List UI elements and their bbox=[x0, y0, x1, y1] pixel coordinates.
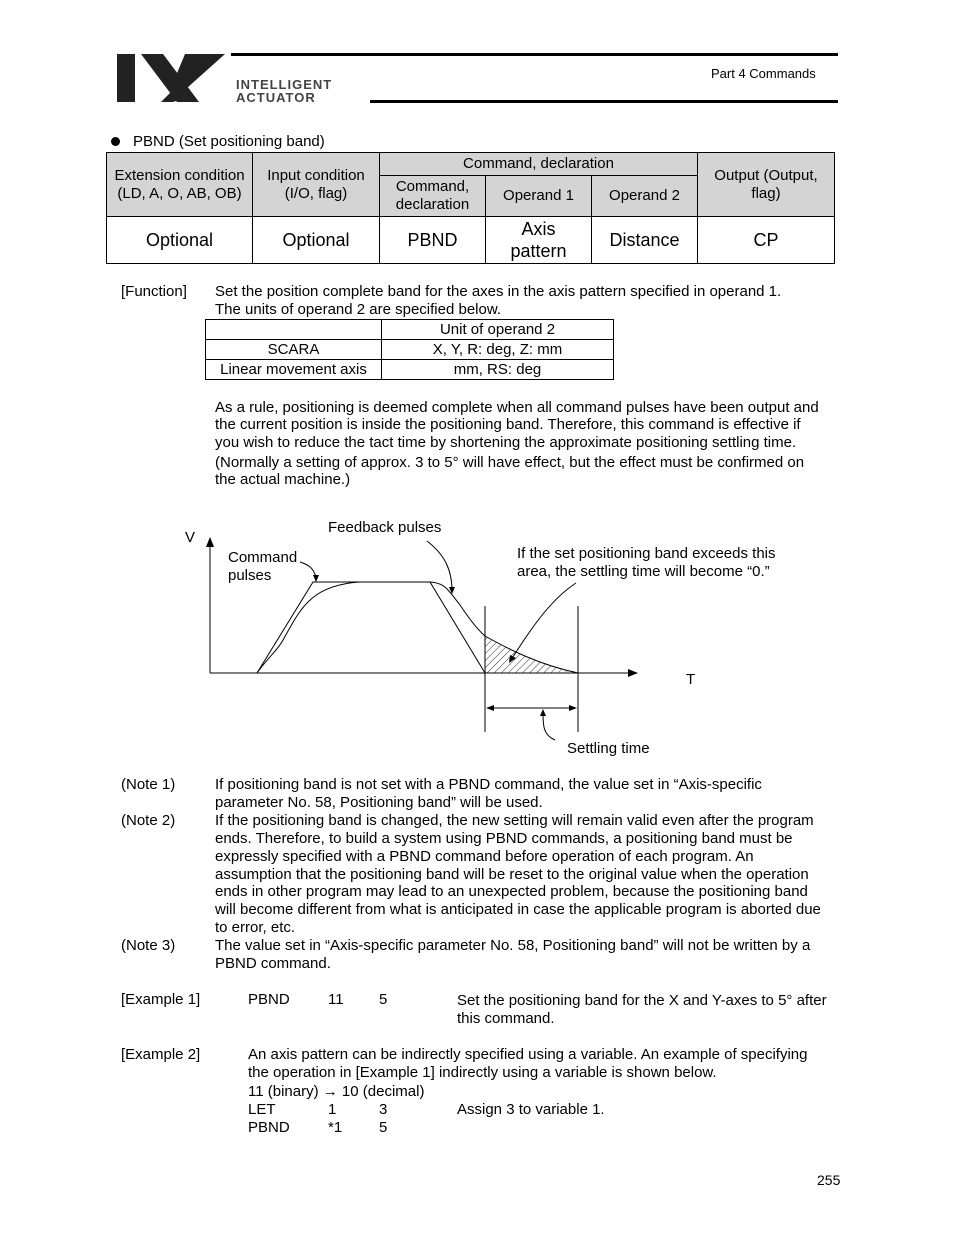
example2-line: 11 (binary) → 10 (decimal) bbox=[248, 1083, 425, 1100]
example2-op1: 1 bbox=[328, 1101, 337, 1118]
example2-label: [Example 2] bbox=[121, 1046, 201, 1063]
note-line: will become different from what is anticipated in case the applicable program is aborted due bbox=[215, 901, 821, 918]
h-op1: Operand 1 bbox=[486, 176, 592, 217]
h-input: Input condition (I/O, flag) bbox=[253, 153, 380, 217]
function-label: [Function] bbox=[121, 283, 187, 300]
example2-cmd: LET bbox=[248, 1101, 276, 1118]
h-cmd: Command, declaration bbox=[380, 153, 698, 176]
feedback-label: Feedback pulses bbox=[328, 519, 442, 536]
v-out: CP bbox=[698, 217, 835, 264]
v-input: Optional bbox=[253, 217, 380, 264]
example1-op1: 11 bbox=[328, 991, 344, 1008]
note-line: ends. Therefore, to build a system using PBND commands, a positioning band must be bbox=[215, 830, 793, 847]
note-line: to error, etc. bbox=[215, 919, 296, 936]
example1-cmd: PBND bbox=[248, 991, 290, 1008]
settling-hatch bbox=[485, 636, 578, 673]
v-ext: Optional bbox=[107, 217, 253, 264]
band-note: If the set positioning band exceeds this bbox=[517, 545, 776, 562]
band-note: area, the settling time will become “0.” bbox=[517, 563, 770, 580]
unit-row-value: mm, RS: deg bbox=[382, 360, 614, 380]
note-label: (Note 1) bbox=[121, 776, 176, 793]
v-arrow-icon bbox=[206, 537, 214, 547]
h-op2: Operand 2 bbox=[592, 176, 698, 217]
unit-row-name: SCARA bbox=[206, 340, 382, 360]
example1-label: [Example 1] bbox=[121, 991, 201, 1008]
note-line: ends in other program may lead to an unexpected problem, because the positioning band bbox=[215, 883, 808, 900]
para-line: the actual machine.) bbox=[215, 471, 351, 488]
note-line: expressly specified with a PBND command before operation of each program. An bbox=[215, 848, 754, 865]
h-cmd-decl: Command, declaration bbox=[380, 176, 486, 217]
t-axis-label: T bbox=[686, 671, 696, 688]
logo-intelligent: INTELLIGENT bbox=[236, 77, 333, 92]
note-line: assumption that the positioning band will be reset to the original value when the operation bbox=[215, 866, 809, 883]
example1-desc: this command. bbox=[457, 1010, 555, 1027]
note-label: (Note 3) bbox=[121, 937, 176, 954]
example2-line: An axis pattern can be indirectly specified using a variable. An example of specifying bbox=[248, 1046, 808, 1063]
section-title: Part 4 Commands bbox=[711, 66, 816, 81]
unit-header: Unit of operand 2 bbox=[382, 320, 614, 340]
note-line: PBND command. bbox=[215, 955, 331, 972]
command-title: PBND (Set positioning band) bbox=[133, 133, 325, 150]
example2-op2: 5 bbox=[379, 1119, 388, 1136]
para-line: you wish to reduce the tact time by shortening the approximate positioning settling time. bbox=[215, 434, 797, 451]
v-op1: Axis pattern bbox=[486, 217, 592, 264]
t-arrow-icon bbox=[628, 669, 638, 677]
example2-line: the operation in [Example 1] indirectly using a variable is shown below. bbox=[248, 1064, 717, 1081]
logo-actuator: ACTUATOR bbox=[236, 90, 316, 105]
example2-cmd: PBND bbox=[248, 1119, 290, 1136]
example2-desc: Assign 3 to variable 1. bbox=[457, 1101, 605, 1118]
example2-op2: 3 bbox=[379, 1101, 388, 1118]
settling-label: Settling time bbox=[567, 740, 650, 757]
note-line: If the positioning band is changed, the new setting will remain valid even after the program bbox=[215, 812, 814, 829]
v-op2: Distance bbox=[592, 217, 698, 264]
unit-row-name: Linear movement axis bbox=[206, 360, 382, 380]
note-line: If positioning band is not set with a PBND command, the value set in “Axis-specific bbox=[215, 776, 762, 793]
para-line: As a rule, positioning is deemed complete when all command pulses have been output and bbox=[215, 399, 819, 416]
example1-op2: 5 bbox=[379, 991, 388, 1008]
example1-desc: Set the positioning band for the X and Y-axes to 5° after bbox=[457, 992, 827, 1009]
function-line: Set the position complete band for the axes in the axis pattern specified in operand 1. bbox=[215, 283, 782, 300]
note-line: parameter No. 58, Positioning band” will be used. bbox=[215, 794, 543, 811]
note-label: (Note 2) bbox=[121, 812, 176, 829]
function-line: The units of operand 2 are specified below. bbox=[215, 301, 502, 318]
para-line: the current position is inside the positioning band. Therefore, this command is effective if bbox=[215, 416, 801, 433]
example2-op1: *1 bbox=[328, 1119, 343, 1136]
page-number: 255 bbox=[817, 1172, 841, 1188]
command-pulse-line bbox=[257, 582, 485, 673]
para-line: (Normally a setting of approx. 3 to 5° will have effect, but the effect must be confirmed on bbox=[215, 454, 805, 471]
note-line: The value set in “Axis-specific parameter No. 58, Positioning band” will not be written by a bbox=[215, 937, 811, 954]
command-label: pulses bbox=[228, 567, 272, 584]
v-cmd: PBND bbox=[380, 217, 486, 264]
h-output: Output (Output, flag) bbox=[698, 153, 835, 217]
command-label: Command bbox=[228, 549, 298, 566]
h-ext: Extension condition (LD, A, O, AB, OB) bbox=[107, 153, 253, 217]
v-axis-label: V bbox=[185, 529, 196, 546]
unit-row-value: X, Y, R: deg, Z: mm bbox=[382, 340, 614, 360]
